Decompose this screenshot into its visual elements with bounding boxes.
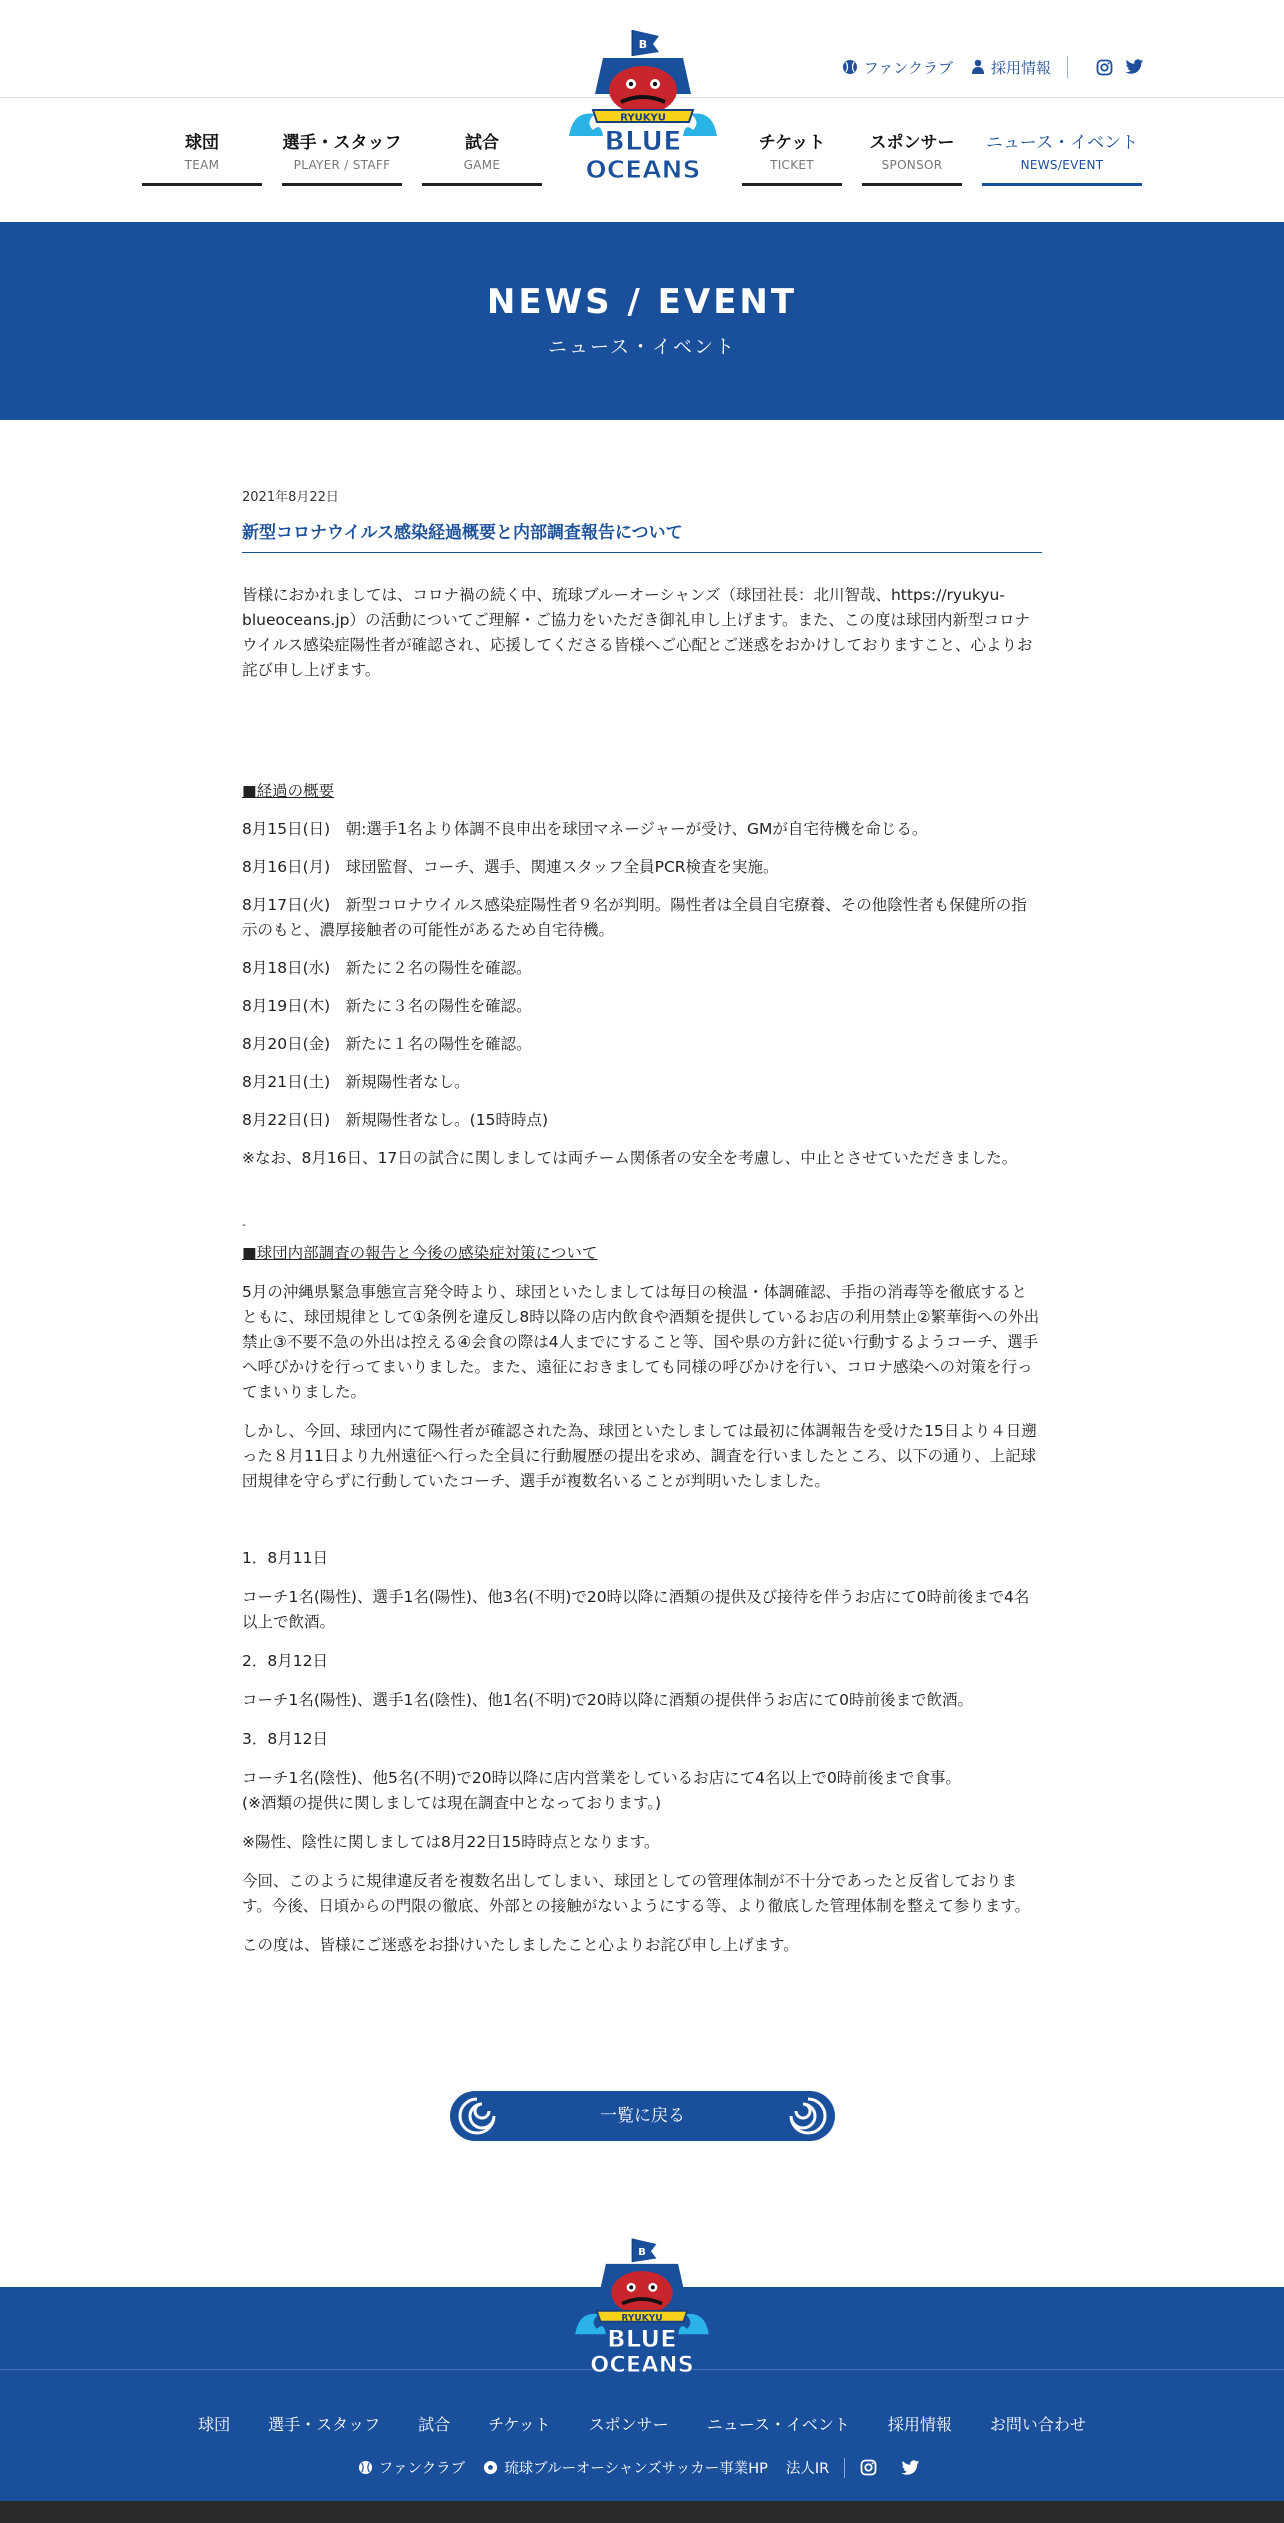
logo-blue: BLUE (607, 2323, 677, 2353)
recruit-link[interactable] (971, 57, 1051, 78)
article-date: 2021年8月22日 (242, 490, 339, 505)
nav-label: ニュース・イベント (985, 133, 1139, 153)
item-body: コーチ1名(陽性)、選手1名(陰性)、他1名(不明)で20時以降に酒類の提供伴うお店にて0時前後まで飲酒。 (242, 1691, 973, 1709)
timeline-note: ※なお、8月16日、17日の試合に関しましては両チーム関係者の安全を考慮し、中止とさせていただきました。 (242, 1149, 1018, 1167)
nav-ticket[interactable] (742, 118, 842, 186)
footer-link-recruit[interactable]: 採用情報 (887, 2415, 952, 2434)
timeline-item: 8月17日(火) 新型コロナウイルス感染症陽性者９名が判明。陽性者は全員自宅療養、その他陰性者も保健所の指示のもと、濃厚接触者の可能性があるため自宅待機。 (242, 896, 1027, 939)
nav-sublabel: TEAM (184, 158, 220, 172)
section-heading-overview: ■経過の概要 (242, 782, 335, 800)
nav-sublabel: GAME (463, 158, 501, 172)
baseball-icon (358, 2460, 373, 2475)
item-body: コーチ1名(陰性)、他5名(不明)で20時以降に店内営業をしているお店にて4名以上で0時前後まで食事。 (242, 1769, 961, 1787)
nav-team[interactable] (142, 118, 262, 186)
footer-sub-links (0, 2457, 1284, 2478)
nav-label: 球団 (185, 133, 219, 153)
hero-subtitle: ニュース・イベント (547, 336, 737, 358)
footer-team-logo[interactable] (567, 2235, 717, 2383)
timeline-item: 8月15日(日) 朝:選手1名より体調不良申出を球団マネージャーが受け、GMが自宅待機を命じる。 (242, 820, 928, 838)
footer-link-ticket[interactable]: チケット (488, 2415, 551, 2434)
nav-sponsor[interactable] (862, 118, 962, 186)
logo-ryukyu: RYUKYU (620, 112, 666, 124)
timeline-item: 8月19日(木) 新たに３名の陽性を確認。 (242, 997, 532, 1015)
back-button-label: 一覧に戻る (600, 2106, 685, 2126)
timeline-list (242, 817, 1042, 1171)
timeline-item: 8月16日(月) 球団監督、コーチ、選手、関連スタッフ全員PCR検査を実施。 (242, 858, 779, 876)
nav-game[interactable] (422, 118, 542, 186)
nav-news-event[interactable] (982, 118, 1142, 186)
article (242, 488, 1042, 1958)
utility-links (824, 56, 1144, 78)
logo-blue: BLUE (604, 126, 682, 157)
nav-label: チケット (758, 133, 826, 153)
divider (1067, 56, 1068, 78)
wave-icon (787, 2095, 829, 2137)
page-hero (0, 222, 1284, 420)
flag-letter: B (638, 38, 648, 51)
footer-ir-link[interactable] (786, 2457, 829, 2478)
logo-oceans: OCEANS (590, 2352, 694, 2379)
nav-label: 選手・スタッフ (282, 133, 402, 153)
timeline-item: 8月21日(土) 新規陽性者なし。 (242, 1073, 470, 1091)
item-heading: 2．8月12日 (242, 1652, 328, 1670)
footer-fanclub-label: ファンクラブ (378, 2461, 466, 2477)
nav-label: 試合 (465, 133, 499, 153)
dash-mark: - (242, 1218, 246, 1231)
paragraph: しかし、今回、球団内にて陽性者が確認された為、球団といたしましては最初に体調報告を受けた15日より４日遡った８月11日より九州遠征へ行った全員に行動履歴の提出を求め、調査を行いましたところ、以下の通り、上記球団規律を守らずに行動していたコーチ、選手が複数名いることが判明いたしました。 (242, 1422, 1037, 1490)
article-intro: 皆様におかれましては、コロナ禍の続く中、琉球ブルーオーシャンズ（球団社長：北川智哉、https://ryukyu-blueoceans.jp）の活動についてご理解・ご協力をいただき御礼申し上げます。また、この度は球団内新型コロナウイルス感染症陽性者が確認され、応援してくださる皆様へご心配とご迷惑をおかけしておりますこと、心よりお詫び申し上げます。 (242, 586, 1033, 679)
closing-paragraph: この度は、皆様にご迷惑をお掛けいたしましたこと心よりお詫び申し上げます。 (242, 1936, 799, 1954)
divider (844, 2458, 845, 2478)
team-logo[interactable] (563, 26, 723, 190)
paragraph: 5月の沖縄県緊急事態宣言発令時より、球団といたしましては毎日の検温・体調確認、手指の消毒等を徹底するとともに、球団規律として①条例を違反し8時以降の店内飲食や酒類を提供しているお店の利用禁止②繁華街への外出禁止③不要不急の外出は控える④会食の際は4人までにすること等、国や県の方針に従い行動するようコーチ、選手へ呼びかけを行ってまいりました。また、遠征におきましても同様の呼びかけを行い、コロナ感染への対策を行ってまいりました。 (242, 1283, 1040, 1401)
nav-sublabel: SPONSOR (881, 158, 943, 172)
hero-title: NEWS / EVENT (486, 282, 798, 322)
fanclub-label: ファンクラブ (863, 58, 953, 77)
item-heading: 3．8月12日 (242, 1730, 328, 1748)
nav-player-staff[interactable] (282, 118, 402, 186)
nav-sublabel: TICKET (770, 158, 814, 172)
soccer-ball-icon (483, 2460, 498, 2475)
footer-nav (0, 2412, 1284, 2435)
bottom-bar (0, 2501, 1284, 2523)
footer-link-news-event[interactable]: ニュース・イベント (706, 2415, 850, 2434)
instagram-icon[interactable] (1096, 59, 1113, 76)
item-note: (※酒類の提供に関しましては現在調査中となっております。) (242, 1794, 662, 1812)
baseball-icon (842, 59, 858, 75)
wave-icon (456, 2095, 498, 2137)
back-to-list-button[interactable] (450, 2091, 835, 2141)
footer-ir-label: 法人IR (785, 2461, 830, 2477)
paragraph: 今回、このように規律違反者を複数名出してしまい、球団としての管理体制が不十分であったと反省しております。今後、日頃からの門限の徹底、外部との接触がないようにする等、より徹底した管理体制を整えて参ります。 (242, 1872, 1031, 1915)
status-note: ※陽性、陰性に関しましては8月22日15時時点となります。 (242, 1833, 660, 1851)
article-title: 新型コロナウイルス感染経過概要と内部調査報告について (242, 520, 1042, 553)
footer-link-player-staff[interactable]: 選手・スタッフ (268, 2415, 381, 2434)
item-body: コーチ1名(陽性)、選手1名(陽性)、他3名(不明)で20時以降に酒類の提供及び接待を伴うお店にて0時前後まで4名以上で飲酒。 (242, 1588, 1030, 1631)
twitter-icon[interactable] (1125, 59, 1144, 75)
instagram-icon[interactable] (860, 2459, 883, 2476)
item-heading: 1．8月11日 (242, 1549, 328, 1567)
person-icon (971, 59, 985, 75)
nav-sublabel: NEWS/EVENT (1020, 158, 1104, 172)
footer-link-contact[interactable]: お問い合わせ (989, 2415, 1086, 2434)
logo-ryukyu: RYUKYU (621, 2313, 663, 2324)
twitter-icon[interactable] (901, 2460, 926, 2476)
logo-oceans: OCEANS (585, 155, 701, 184)
footer-link-sponsor[interactable]: スポンサー (588, 2415, 669, 2434)
nav-label: スポンサー (869, 133, 955, 153)
timeline-item: 8月22日(日) 新規陽性者なし。(15時時点) (242, 1111, 548, 1129)
timeline-item: 8月20日(金) 新たに１名の陽性を確認。 (242, 1035, 532, 1053)
footer-soccer-label: 琉球ブルーオーシャンズサッカー事業HP (504, 2461, 768, 2477)
nav-sublabel: PLAYER / STAFF (293, 158, 391, 172)
section-heading-investigation: ■球団内部調査の報告と今後の感染症対策について (242, 1244, 598, 1262)
flag-letter: B (638, 2246, 646, 2258)
footer-link-game[interactable]: 試合 (418, 2415, 451, 2434)
footer-fanclub-link[interactable] (358, 2457, 465, 2478)
timeline-item: 8月18日(水) 新たに２名の陽性を確認。 (242, 959, 532, 977)
fanclub-link[interactable] (842, 57, 953, 78)
footer-soccer-link[interactable] (483, 2457, 768, 2478)
recruit-label: 採用情報 (990, 58, 1051, 77)
footer-link-team[interactable]: 球団 (198, 2415, 231, 2434)
